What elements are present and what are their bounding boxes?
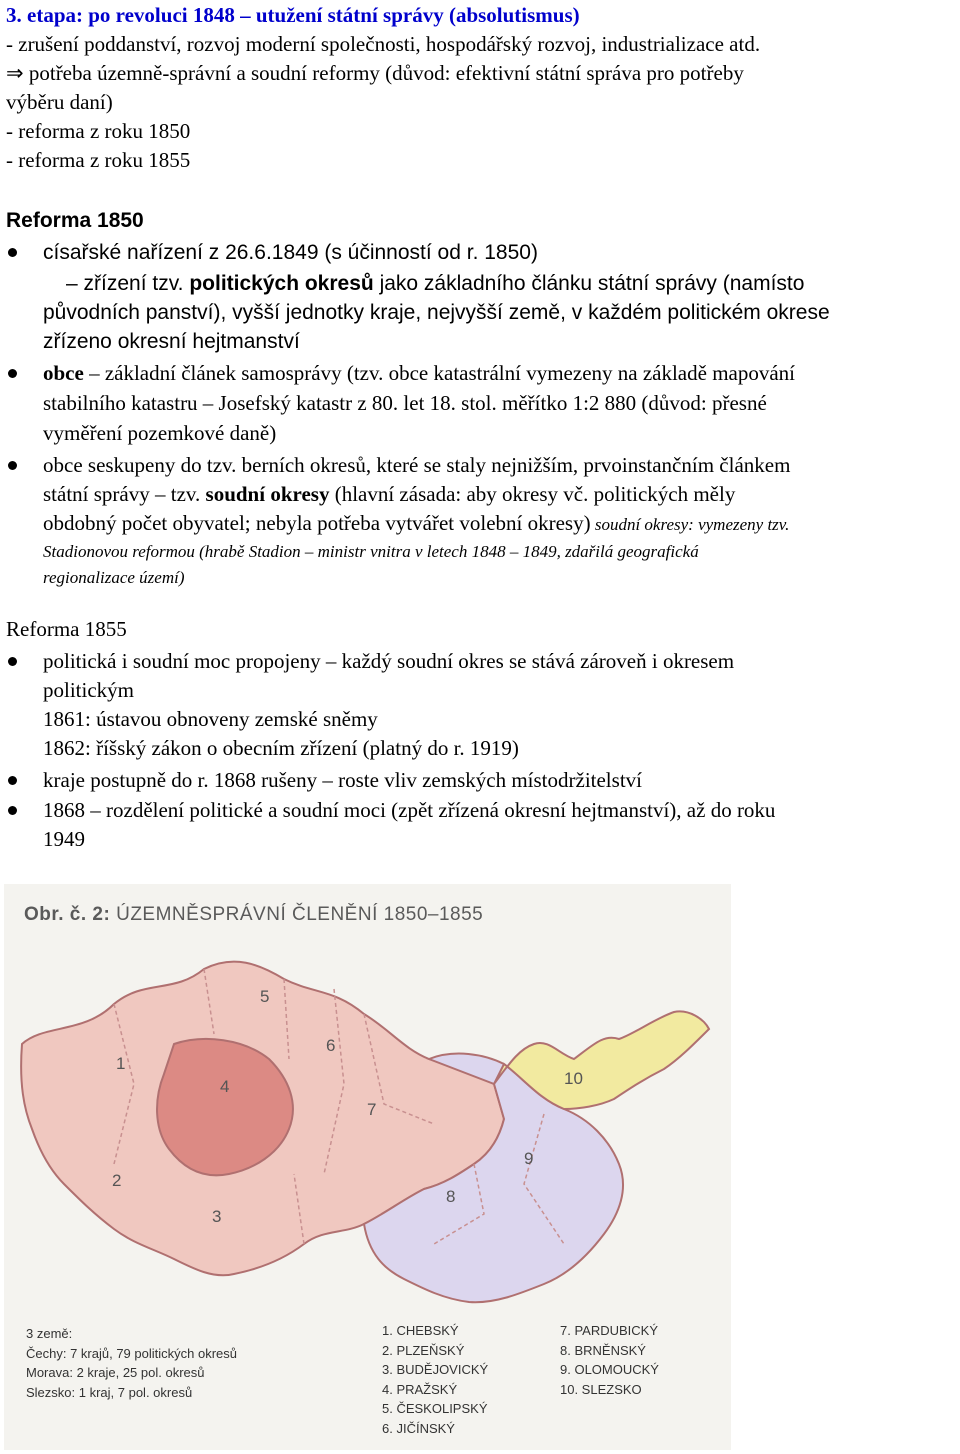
intro-line: - zrušení poddanství, rozvoj moderní společnosti, hospodářský rozvoj, industrializace atd. (6, 32, 761, 56)
reform-1855-bullet-1-line-2: politickým (43, 678, 134, 702)
reform-1850-bullet-2-line-3: vyměření pozemkové daně) (43, 421, 277, 445)
legend-lands-heading: 3 země: (26, 1326, 73, 1341)
reform-1855-bullet-2: kraje postupně do r. 1868 rušeny – roste vliv zemských místodržitelství (43, 768, 642, 792)
reform-1855-bullet-1-line-3: 1861: ústavou obnoveny zemské sněmy (43, 707, 378, 731)
map-title-main: ÚZEMNĚSPRÁVNÍ ČLENĚNÍ 1850–1855 (110, 904, 484, 925)
region-number-8: 8 (446, 1187, 456, 1206)
text-span: státní správy – tzv. (43, 482, 206, 506)
reform-1855-bullet-1-line-4: 1862: říšský zákon o obecním zřízení (platný do r. 1919) (43, 736, 519, 760)
legend-region-item: 8. BRNĚNSKÝ (560, 1342, 646, 1358)
legend-lands-item: Čechy: 7 krajů, 79 politických okresů (26, 1345, 237, 1361)
region-number-5: 5 (260, 987, 270, 1006)
bullet-icon (8, 248, 17, 257)
legend-lands-item: Morava: 2 kraje, 25 pol. okresů (26, 1365, 205, 1380)
legend-region-item: 3. BUDĚJOVICKÝ (382, 1362, 489, 1377)
region-number-6: 6 (326, 1036, 336, 1055)
arrow-line (6, 59, 744, 88)
reform-1855-bullet-3-line-2: 1949 (43, 827, 85, 851)
administrative-map-figure (4, 884, 731, 1450)
bullet-icon (8, 806, 17, 815)
map-title-prefix: Obr. č. 2: (24, 904, 111, 925)
reform-1855-bullet-3: 1868 – rozdělení politické a soudní moci (zpět zřízená okresní hejtmanství), až do roku (43, 798, 776, 822)
legend-region-item: 6. JIČÍNSKÝ (382, 1420, 455, 1436)
legend-region-item: 1. CHEBSKÝ (382, 1323, 459, 1338)
reform-1850-bullet-1-line-2 (66, 269, 804, 298)
legend-region-item: 10. SLEZSKO (560, 1381, 642, 1397)
arrow-line-cont: výběru daní) (6, 90, 113, 114)
reform-1850-bullet-1-line-3: původních panství), vyšší jednotky kraje, nejvyšší země, v každém politickém okrese (43, 301, 830, 324)
region-number-1: 1 (116, 1054, 126, 1073)
legend-region-item: 4. PRAŽSKÝ (382, 1381, 458, 1397)
region-number-9: 9 (524, 1149, 534, 1168)
political-districts-term: politických okresů (189, 272, 374, 295)
legend-lands-item: Slezsko: 1 kraj, 7 pol. okresů (26, 1384, 193, 1400)
municipalities-term: obce (43, 361, 84, 385)
reform-1850-item: - reforma z roku 1850 (6, 119, 191, 143)
judicial-districts-term: soudní okresy (205, 482, 330, 506)
region-number-3: 3 (212, 1207, 222, 1226)
text-span: – zřízení tzv. (66, 272, 190, 295)
legend-regions-b (560, 1321, 659, 1399)
reform-1850-bullet-2 (43, 359, 795, 388)
legend-region-item: 9. OLOMOUCKÝ (560, 1362, 659, 1377)
bullet-icon (8, 776, 17, 785)
reform-1850-bullet-1-line-4: zřízeno okresní hejtmanství (43, 330, 300, 353)
reform-1850-bullet-1: císařské nařízení z 26.6.1849 (s účinností od r. 1850) (43, 241, 538, 264)
section-heading: 3. etapa: po revoluci 1848 – utužení státní správy (absolutismus) (6, 3, 580, 27)
text-span: obdobný počet obyvatel; nebyla potřeba vytvářet volební okresy) (43, 511, 591, 535)
region-number-4: 4 (220, 1077, 230, 1096)
legend-region-item: 2. PLZEŇSKÝ (382, 1342, 465, 1358)
bullet-icon (8, 369, 17, 378)
region-number-7: 7 (367, 1100, 377, 1119)
region-number-2: 2 (112, 1171, 122, 1190)
legend-lands (26, 1324, 237, 1402)
italic-note: soudní okresy: vymezeny tzv. (590, 515, 790, 534)
implies-arrow-icon: ⇒ (6, 61, 24, 85)
reform-1850-bullet-3-line-3 (43, 509, 789, 539)
reform-1850-bullet-2-line-2: stabilního katastru – Josefský katastr z 80. let 18. stol. měřítko 1:2 880 (důvod: přesné (43, 391, 767, 415)
text-span: – základní článek samosprávy (tzv. obce katastrální vymezeny na základě mapování (83, 361, 796, 385)
region-number-10: 10 (564, 1069, 583, 1088)
stadion-note-line-1: Stadionovou reformou (hrabě Stadion – ministr vnitra v letech 1848 – 1849, zdařilá geografická (43, 542, 699, 561)
reform-1855-title: Reforma 1855 (6, 617, 127, 641)
map-title (24, 904, 483, 926)
legend-region-item: 5. ČESKOLIPSKÝ (382, 1401, 488, 1416)
arrow-line-text: potřeba územně-správní a soudní reformy (důvod: efektivní státní správa pro potřeby (23, 61, 744, 85)
stadion-note-line-2: regionalizace území) (43, 568, 185, 587)
reform-1850-title: Reforma 1850 (6, 209, 144, 232)
reform-1855-bullet-1: politická i soudní moc propojeny – každý soudní okres se stává zároveň i okresem (43, 649, 735, 673)
bullet-icon (8, 461, 17, 470)
reform-1850-bullet-3: obce seskupeny do tzv. berních okresů, které se staly nejnižším, prvoinstančním článkem (43, 453, 791, 477)
reform-1850-bullet-3-line-2 (43, 480, 735, 509)
legend-region-item: 7. PARDUBICKÝ (560, 1323, 659, 1338)
bullet-icon (8, 657, 17, 666)
text-span: (hlavní zásada: aby okresy vč. politických měly (329, 482, 736, 506)
reform-1855-item: - reforma z roku 1855 (6, 148, 191, 172)
text-span: jako základního článku státní správy (namísto (373, 272, 805, 295)
legend-regions-a (382, 1321, 488, 1438)
